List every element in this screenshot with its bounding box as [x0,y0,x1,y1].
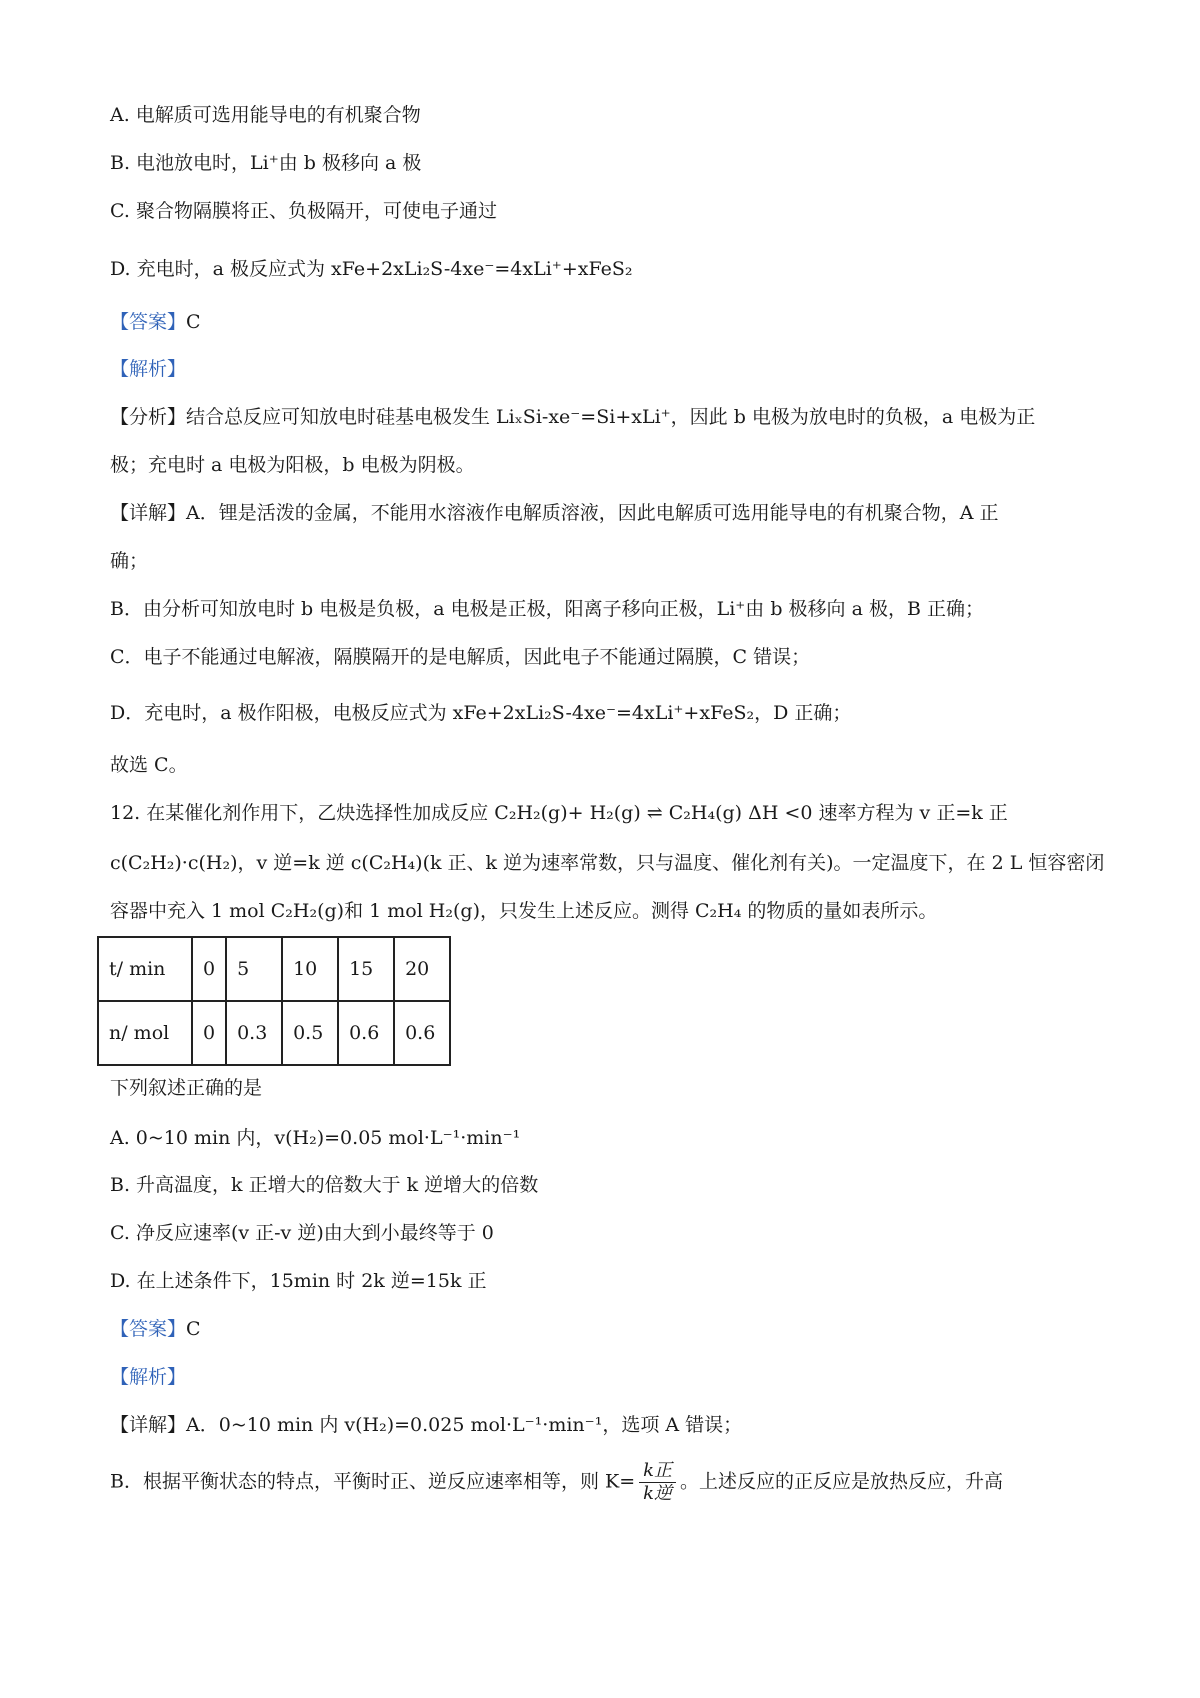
jiexi-tag: 【解析】 [110,358,187,380]
answer-tag: 【答案】 [110,311,187,333]
analysis-text: 结合总反应可知放电时硅基电极发生 LiₓSi-xe⁻=Si+xLi⁺，因此 b 电极为放电时的负极，a 电极为正 [186,406,1036,428]
answer-value: C [186,311,201,333]
table-cell: 0.5 [282,1001,338,1065]
q12-data-table [97,936,451,1066]
q12-answer [110,1316,201,1342]
table-cell: n/ mol [98,1001,192,1065]
detail-b-text: B．根据平衡状态的特点，平衡时正、逆反应速率相等，则 K= [110,1470,636,1493]
q11-option-d: D. 充电时，a 极反应式为 xFe+2xLi₂S-4xe⁻=4xLi⁺+xFeS₂ [110,258,633,280]
q11-option-b: B. 电池放电时，Li⁺由 b 极移向 a 极 [110,152,422,174]
q12-option-c: C. 净反应速率(v 正-v 逆)由大到小最终等于 0 [110,1222,494,1244]
q11-option-c: C. 聚合物隔膜将正、负极隔开，可使电子通过 [110,200,497,222]
answer-tag: 【答案】 [110,1318,187,1340]
q11-detail-a-line2: 确； [110,550,149,572]
q12-option-d: D. 在上述条件下，15min 时 2k 逆=15k 正 [110,1270,487,1292]
q11-analysis-line2: 极；充电时 a 电极为阳极，b 电极为阴极。 [110,454,475,476]
jiexi-tag: 【解析】 [110,1366,187,1388]
equilibrium-constant-fraction [639,1460,676,1505]
table-cell: t/ min [98,937,192,1001]
analysis-tag: 【分析】 [110,406,187,428]
q11-option-a: A. 电解质可选用能导电的有机聚合物 [110,104,421,126]
detail-tag: 【详解】 [110,1414,187,1436]
table-cell: 15 [338,937,394,1001]
q12-jiexi [110,1364,186,1390]
q11-answer [110,309,201,335]
q12-detail-b [110,1460,1003,1505]
table-cell: 0.6 [394,1001,450,1065]
table-cell: 5 [226,937,282,1001]
q12-prompt: 下列叙述正确的是 [110,1077,263,1099]
q12-option-b: B. 升高温度，k 正增大的倍数大于 k 逆增大的倍数 [110,1174,539,1196]
q11-detail-d: D．充电时，a 极作阳极，电极反应式为 xFe+2xLi₂S-4xe⁻=4xLi⁺+xFeS₂，D 正确； [110,702,852,724]
answer-value: C [186,1318,201,1340]
q11-detail-c: C．电子不能通过电解液，隔膜隔开的是电解质，因此电子不能通过隔膜，C 错误； [110,646,811,668]
fraction-denominator: k逆 [643,1483,673,1504]
q11-detail-a-line1 [110,500,999,526]
fraction-numerator: k正 [639,1460,676,1483]
detail-a-text: A．0~10 min 内 v(H₂)=0.025 mol·L⁻¹·min⁻¹，选项 A 错误； [186,1414,743,1436]
q11-detail-b: B．由分析可知放电时 b 电极是负极，a 电极是正极，阳离子移向正极，Li⁺由 b 极移向 a 极，B 正确； [110,598,984,620]
detail-b-text-cont: 。上述反应的正反应是放热反应，升高 [680,1470,1004,1493]
q11-conclusion: 故选 C。 [110,754,188,776]
table-cell: 0 [192,937,226,1001]
q12-detail-a [110,1412,742,1438]
q11-jiexi [110,356,186,382]
table-cell: 0.6 [338,1001,394,1065]
detail-tag: 【详解】 [110,502,187,524]
table-cell: 20 [394,937,450,1001]
q12-stem-line1: 12. 在某催化剂作用下，乙炔选择性加成反应 C₂H₂(g)+ H₂(g) ⇌ C₂H₄(g) ΔH <0 速率方程为 v 正=k 正 [110,802,1008,824]
table-cell: 0.3 [226,1001,282,1065]
q12-option-a: A. 0~10 min 内，v(H₂)=0.05 mol·L⁻¹·min⁻¹ [110,1127,521,1149]
q12-stem-line2: c(C₂H₂)·c(H₂)，v 逆=k 逆 c(C₂H₄)(k 正、k 逆为速率常数，只与温度、催化剂有关)。一定温度下，在 2 L 恒容密闭 [110,852,1105,874]
detail-a-text: A．锂是活泼的金属，不能用水溶液作电解质溶液，因此电解质可选用能导电的有机聚合物，A 正 [186,502,999,524]
q11-analysis-line1 [110,404,1035,430]
q12-stem-line3: 容器中充入 1 mol C₂H₂(g)和 1 mol H₂(g)，只发生上述反应。测得 C₂H₄ 的物质的量如表所示。 [110,900,938,922]
table-row-moles [98,1001,450,1065]
table-cell: 10 [282,937,338,1001]
table-row-time [98,937,450,1001]
table-cell: 0 [192,1001,226,1065]
